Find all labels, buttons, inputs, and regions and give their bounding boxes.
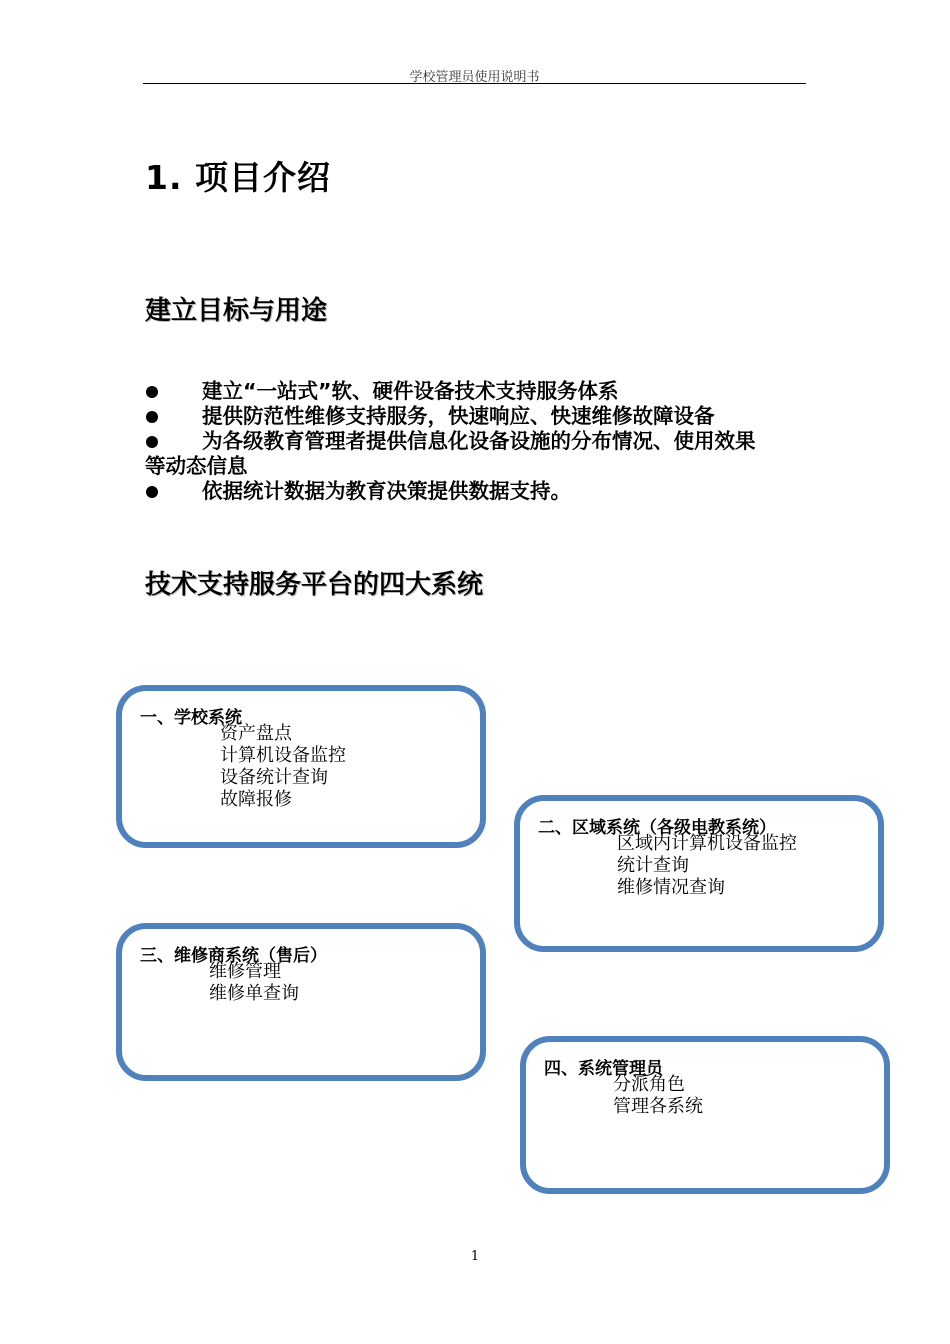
list-item-text: 依据统计数据为教育决策提供数据支持。 — [202, 479, 571, 503]
section-heading: 1. 项目介绍 — [145, 158, 331, 197]
goals-list — [145, 379, 810, 504]
list-item: 资产盘点 — [220, 723, 292, 744]
admin-system-title: 四、系统管理员 — [544, 1059, 663, 1079]
school-system-items — [220, 723, 346, 811]
list-item — [145, 379, 810, 404]
list-item: 故障报修 — [220, 789, 292, 810]
bullet-dot-icon — [146, 436, 158, 448]
list-item: 设备统计查询 — [220, 767, 328, 788]
list-item: 维修情况查询 — [617, 877, 725, 898]
page-number: 1 — [470, 1249, 480, 1264]
bullet-dot-icon — [146, 386, 158, 398]
list-item: 维修单查询 — [209, 983, 299, 1004]
list-item-text: 建立“一站式”软、硬件设备技术支持服务体系 — [202, 379, 619, 403]
region-system-title: 二、区域系统（各级电教系统） — [538, 818, 776, 838]
vendor-system-title: 三、维修商系统（售后） — [140, 946, 327, 966]
list-item: 计算机设备监控 — [220, 745, 346, 766]
list-item-text: 为各级教育管理者提供信息化设备设施的分布情况、使用效果 — [202, 429, 756, 453]
header-rule — [143, 83, 806, 84]
list-item: 分派角色 — [613, 1074, 685, 1095]
systems-heading: 技术支持服务平台的四大系统 — [145, 570, 484, 600]
list-item: 维修管理 — [209, 961, 281, 982]
school-system-title: 一、学校系统 — [140, 708, 242, 728]
list-item: 管理各系统 — [613, 1096, 703, 1117]
list-item-text-continued: 等动态信息 — [145, 454, 248, 478]
region-system-box — [514, 795, 884, 952]
bullet-dot-icon — [146, 411, 158, 423]
list-item-text: 提供防范性维修支持服务，快速响应、快速维修故障设备 — [202, 404, 715, 428]
list-item — [145, 429, 810, 479]
goals-heading: 建立目标与用途 — [145, 296, 328, 326]
list-item — [145, 404, 810, 429]
list-item: 统计查询 — [617, 855, 689, 876]
list-item — [145, 479, 810, 504]
admin-system-box — [520, 1036, 890, 1194]
vendor-system-box — [116, 923, 486, 1081]
list-item: 区域内计算机设备监控 — [617, 833, 797, 854]
bullet-dot-icon — [146, 486, 158, 498]
vendor-system-items — [209, 961, 299, 1005]
region-system-items — [617, 833, 797, 899]
admin-system-items — [613, 1074, 703, 1118]
school-system-box — [116, 685, 486, 848]
page-header-title: 学校管理员使用说明书 — [409, 70, 540, 85]
